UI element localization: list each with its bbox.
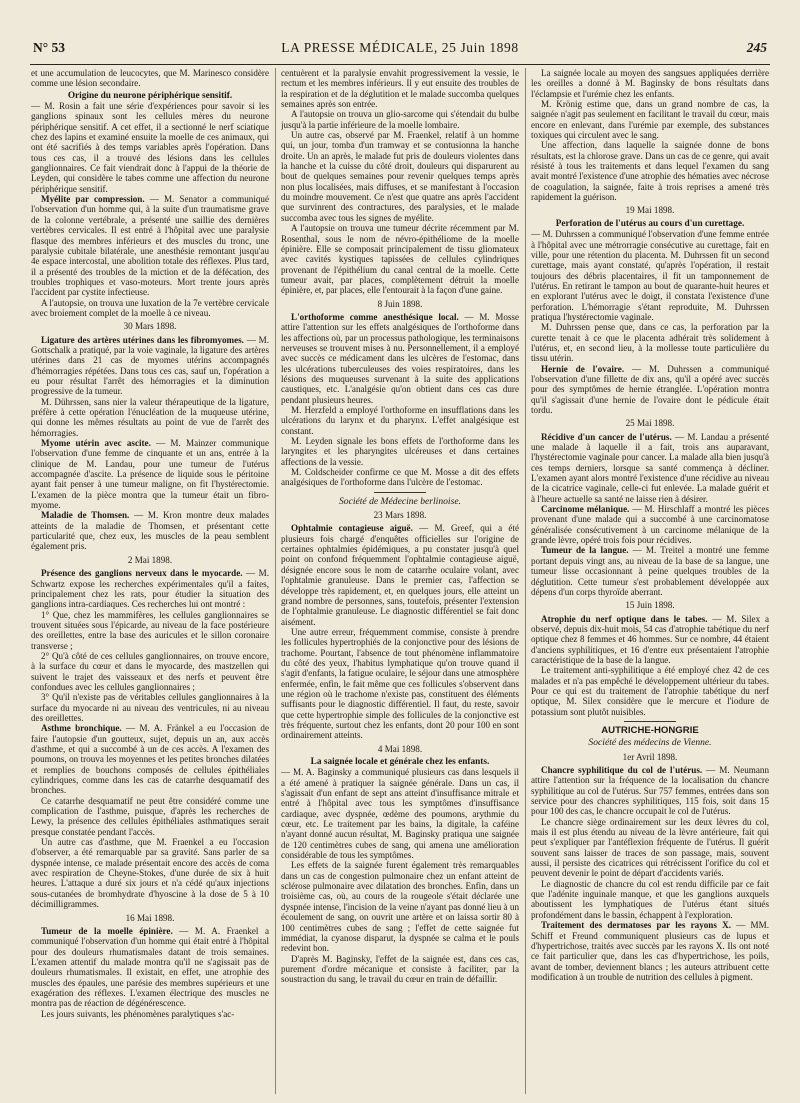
session-date: 2 Mai 1898.: [127, 554, 173, 565]
paragraph: M. Duhrssen pense que, dans ce cas, la perforation par la curette tenait à ce que le placenta adhérait très solidement à l'utérus, et, en second lieu, à la mollesse toute particulière du tissu utérin.: [531, 322, 769, 364]
paragraph: [531, 614, 769, 666]
paragraph: [31, 438, 269, 510]
country-heading: AUTRICHE-HONGRIE: [601, 724, 699, 736]
paragraph: M. Coldscheider confirme ce que M. Mosse a dit des effets analgésiques de l'orthoforme dans l'ulcère de l'estomac.: [281, 467, 519, 488]
paragraph: [31, 335, 269, 397]
paragraph-text: — M. Gottschalk a pratiqué, par la voie vaginale, la ligature des artères utérines dans 21 cas de myomes utérins accompagnés d'hémorragies répétées. Dans tous ces cas, sauf un, l'opération a eu pour résultat l'arrêt des hémorragies et la diminution progressive de la tumeur.: [31, 334, 269, 397]
paragraph: Les effets de la saignée furent également très remarquables dans un cas de congestion pulmonaire chez un enfant atteint de sclérose pulmonaire avec dilatation des bronches. Enfin, dans un troisième cas, où, au cours de la rougeole s'était déclarée une dyspnée intense, l'incision de la veine n'ayant pas donné lieu à un écoulement de sang, on ouvrit une artère et on laissa sortir 80 à 100 centimètres cubes de sang ; l'effet de cette saignée fut immédiat, la cyanose disparut, la dyspnée se calma et le pouls redevint bon.: [281, 860, 519, 954]
session-date: 1er Avril 1898.: [622, 751, 678, 762]
inline-heading: Myome utérin avec ascite.: [41, 438, 151, 449]
paragraph: Le traitement anti-syphilitique a été employé chez 42 de ces malades et n'a pas empêché le développement ultérieur du tabes. Pour ce qui est du traitement de l'atrophie tabétique du nerf optique, M. Silex considère que le mercure et l'iodure de potassium sont plutôt nuisibles.: [531, 665, 769, 717]
paragraph-text: — M. Landau a présenté une malade à laquelle il a fait, trois ans auparavant, l'hystérectomie vaginale pour cancer. La malade alla bien jusqu'à ces temps derniers, lorsque sa santé commença à décliner. L'examen ayant alors montré l'existence d'une récidive au niveau de la cicatrice vaginale, celle-ci fut enlevée. La malade guérit et à l'heure actuelle sa santé ne laisse rien à désirer.: [531, 431, 769, 504]
paragraph: Un autre cas d'asthme, que M. Fraenkel a eu l'occasion d'observer, a été remarquable par sa gravité. Sans parler de sa dyspnée intense, ce malade présentait encore des accès de coma avec respiration de Cheyne-Stokes, d'une durée de six à huit heures. L'attaque a duré six jours et n'a cédé qu'aux injections sous-cutanées de bromhydrate d'hyoscine à la dose de 5 à 10 décimilligrammes.: [31, 837, 269, 910]
paragraph: M. Herzfeld a employé l'orthoforme en insufflations dans les ulcérations du larynx et du pharynx. L'effet analgésique est constant.: [281, 405, 519, 436]
inline-heading: Maladie de Thomsen.: [41, 510, 130, 521]
inline-heading: Traitement des dermatoses par les rayons X.: [541, 920, 731, 931]
journal-title: LA PRESSE MÉDICALE, 25 Juin 1898: [281, 40, 519, 55]
paragraph: A l'autopsie on trouva un glio-sarcome qui s'étendait du bulbe jusqu'à la partie inférieure de la moelle lombaire.: [281, 109, 519, 130]
section-separator: [374, 492, 426, 493]
inline-heading: Ligature des artères utérines dans les fibromyomes.: [41, 334, 244, 345]
header-rule: [30, 64, 770, 65]
paragraph: M. Leyden signale les bons effets de l'orthoforme dans les laryngites et les pharyngites ulcéreuses et dans certaines affections de la vessie.: [281, 436, 519, 467]
paragraph: A l'autopsie on trouva une tumeur décrite récemment par M. Rosenthal, sous le nom de névro-épithéliome de la moelle épinière. Elle se composait principalement de tissu gliomateux avec cavités kystiques tapissées de cellules cylindriques provenant de l'épithélium du canal central de la moelle. Cette tumeur avait, par places, complètement détruit la moelle épinière, et, par places, elle l'entourait à la façon d'une gaine.: [281, 223, 519, 296]
session-date: 19 Mai 1898.: [625, 205, 675, 216]
paragraph: [31, 568, 269, 609]
inline-heading: Atrophie du nerf optique dans le tabes.: [541, 613, 708, 624]
paragraph: M. Dührssen, sans nier la valeur thérapeutique de la ligature, préfère à cette opération l'énucléation de la muqueuse utérine, qui donne les mêmes résultats au point de vue de l'arrêt des hémorragies.: [31, 396, 269, 438]
paragraph: Une affection, dans laquelle la saignée donne de bons résultats, est la chlorose grave. Dans un cas de ce genre, qui avait résisté à tous les traitements et dans lequel l'examen du sang avait montré l'existence d'une atrophie des hématies avec nécrose de coagulation, la saignée, faite à trois reprises a amené très rapidement la guérison.: [531, 140, 769, 203]
paragraph: [531, 504, 769, 545]
paragraph: [31, 194, 269, 297]
inline-heading: Ophtalmie contagieuse aiguë.: [291, 523, 413, 534]
paragraph: centuèrent et la paralysie envahit progressivement la vessie, le rectum et les membres inférieurs. Il y eut ensuite des troubles de la respiration et de la déglutition et le malade succomba quelques semaines après son entrée.: [281, 68, 519, 110]
paragraph: Ce catarrhe desquamatif ne peut être considéré comme une complication de l'asthme, puisque, d'après les recherches de Lewy, la présence des cellules épithéliales asthmatiques serait presque constatée pendant l'accès.: [31, 795, 269, 837]
paragraph: La saignée locale au moyen des sangsues appliquées derrière les oreilles a donné à M. Baginsky de bons résultats dans l'éclampsie et l'urémie chez les enfants.: [531, 68, 769, 99]
inline-heading: Chancre syphilitique du col de l'utérus.: [541, 765, 703, 775]
paragraph: 2° Qu'à côté de ces cellules ganglionnaires, on trouve encore, à la surface du cœur et dans le myocarde, des mastzellen qui suivent le trajet des vaisseaux et des nerfs et peuvent être confondues avec les cellules ganglionnaires ;: [31, 650, 269, 692]
column-divider: [275, 68, 276, 1094]
paragraph-text: — M. Mosse attire l'attention sur les effets analgésiques de l'orthoforme dans les affections où, par un processus pathologique, les terminaisons nerveuses se trouvent mises à nu. Personnellement, il a employé avec succès ce médicament dans les ulcères de l'estomac, dans les ulcérations tuberculeuses des voies respiratoires, dans les lésions des muqueuses survenant à la suite des applications caustiques, etc. L'analgésie qu'on obtient dans ces cas dure pendant plusieurs heures.: [281, 311, 519, 405]
paragraph: — M. A. Baginsky a communiqué plusieurs cas dans lesquels il a été amené à pratiquer la saignée générale. Dans un cas, il s'agissait d'un enfant de sept ans atteint d'insuffisance mitrale et entré à l'hôpital avec tous les symptômes d'insuffisance cardiaque, avec dyspnée, œdème des poumons, arythmie du cœur, etc. Le traitement par les bains, la digitale, la caféine n'ayant donné aucun résultat, M. Baginsky pratiqua une saignée de 120 centimètres cubes de sang, qui amena une amélioration considérable de tous les symptômes.: [281, 767, 519, 861]
section-heading: Origine du neurone périphérique sensitif.: [67, 90, 233, 101]
paragraph: A l'autopsie, on trouva une luxation de la 7e vertèbre cervicale avec broiement complet de la moelle à ce niveau.: [31, 297, 269, 318]
society-heading: Société des médecins de Vienne.: [588, 737, 712, 749]
paragraph: [31, 723, 269, 795]
paragraph-text: — M. Schwartz expose les recherches expérimentales qu'il a faites, principalement chez les rats, pour étudier la situation des ganglions intra-cardiaques. Ces recherches lui ont montré :: [31, 568, 269, 610]
inline-heading: L'orthoforme comme anesthésique local.: [291, 311, 459, 322]
paragraph: D'après M. Baginsky, l'effet de la saignée est, dans ces cas, purement d'ordre mécanique et consiste à faciliter, par la soustraction du sang, le travail du cœur en train de défaillir.: [281, 953, 519, 985]
session-date: 30 Mars 1898.: [123, 321, 177, 332]
session-date: 23 Mars 1898.: [373, 510, 427, 521]
inline-heading: Myélite par compression.: [41, 194, 145, 205]
section-heading: La saignée locale et générale chez les enfants.: [310, 757, 490, 767]
paragraph: — M. Duhrssen a communiqué l'observation d'une femme entrée à l'hôpital avec une métrorragie consécutive au curettage, fait en ville, pour une rétention du placenta. M. Duhrssen fit un second curettage, mais ayant constaté, qu'après l'opération, il restait toujours des débris placentaires, il fit un tamponnement de l'utérus. En retirant le tampon au bout de quarante-huit heures et en explorant l'utérus avec le doigt, il constata l'existence d'une perforation. L'hémorragie s'étant reproduite, M. Duhrssen pratiqua l'hystérectomie vaginale.: [531, 229, 769, 322]
paragraph: Un autre cas, observé par M. Fraenkel, relatif à un homme qui, un jour, tomba d'un tramway et se contusionna la hanche droite. Un an après, le malade fut pris de douleurs violentes dans la hanche et la cuisse du côté droit, douleurs qui disparurent au bout de quelques semaines pour revenir quelques temps après non plus localisées, mais diffuses, et se manifestant à l'occasion du moindre mouvement. Ce n'est que quatre ans après l'accident que survinrent des contractures, des paralysies, et le malade succomba avec tous les signes de myélite.: [281, 130, 519, 223]
paragraph: [531, 545, 769, 597]
paragraph: [531, 364, 769, 416]
column-1: [31, 68, 269, 1094]
paragraph: [531, 920, 769, 982]
paragraph: 1° Que, chez les mammifères, les cellules ganglionnaires se trouvent situées sous l'épicarde, au niveau de la face postérieure des oreillettes, entre la base des auricules et le sillon coronaire transverse ;: [31, 609, 269, 651]
issue-number: N° 53: [33, 40, 66, 55]
paragraph-text: — M. Silex a observé, depuis dix-huit mois, 54 cas d'atrophie tabétique du nerf optique chez 8 femmes et 46 hommes. Sur ce nombre, 44 étaient d'anciens syphilitiques, et 16 d'entre eux présentaient l'atrophie caractéristique de la base de la langue.: [531, 613, 769, 665]
paragraph: — M. Rosin a fait une série d'expériences pour savoir si les ganglions spinaux sont les cellules mères du neurone périphérique sensitif. A cet effet, il a sectionné le nerf sciatique chez des lapins et examiné ensuite la moelle de ces animaux, qui ont été sacrifiés à des temps variables après l'opération. Dans tous ces cas, il a trouvé des lésions dans les cellules ganglionnaires. Ce fait viendrait donc à l'appui de la théorie de Leyden, qui considère le tabes comme une affection du neurone périphérique sensitif.: [31, 101, 269, 194]
society-heading: Société de Médecine berlinoise.: [338, 495, 461, 507]
session-date: 15 Juin 1898.: [625, 600, 675, 611]
paragraph: Une autre erreur, fréquemment commise, consiste à prendre les follicules hypertrophiés de la conjonctive pour des lésions de trachome. Pourtant, l'absence de tout phénomène inflammatoire du côté des yeux, l'habitus lymphatique qu'on trouve quand il s'agit d'enfants, la fatigue oculaire, le séjour dans une atmosphère enfermée, enfin, le fait même que ces follicules s'observent dans une région où le trachome n'existe pas, constituent des éléments suffisants pour le diagnostic différentiel. Il faut, du reste, savoir que cette hypertrophie simple des follicules de la conjonctive est très fréquente, surtout chez les enfants, dont 20 pour 100 en sont ordinairement atteints.: [281, 626, 519, 741]
column-3: [531, 68, 769, 1094]
session-date: 16 Mai 1898.: [125, 912, 175, 923]
inline-heading: Carcinome mélanique.: [541, 504, 630, 515]
inline-heading: Hernie de l'ovaire.: [541, 363, 625, 374]
paragraph: Le diagnostic de chancre du col est rendu difficile par ce fait que l'adénite inguinale manque, et que les ganglions auxquels aboutissent les lymphatiques de l'utérus étant situés profondément dans le bassin, échappent à l'exploration.: [531, 878, 769, 920]
paragraph-text: — M. Neumann attire l'attention sur la fréquence de la localisation du chancre syphilitique au col de l'utérus. Sur 757 femmes, entrées dans son service pour des chancres syphilitiques, 115 fois, soit dans 15 pour 100 des cas, le chancre occupait le col de l'utérus.: [531, 765, 769, 817]
paragraph: [281, 312, 519, 405]
section-separator: [624, 721, 676, 722]
inline-heading: Tumeur de la langue.: [541, 545, 629, 556]
paragraph-text: — M. Kron montre deux malades atteints de la maladie de Thomsen, et présentant cette particularité que, chez eux, les muscles de la peau semblent également pris.: [31, 510, 269, 552]
paragraph: M. Krönig estime que, dans un grand nombre de cas, la saignée n'agit pas seulement en facilitant le travail du cœur, mais encore en enlevant, dans l'urémie par exemple, des substances toxiques qui circulent avec le sang.: [531, 99, 769, 141]
paragraph: 3° Qu'il n'existe pas de véritables cellules ganglionnaires à la surface du myocarde ni au niveau des ventricules, ni au niveau des oreillettes.: [31, 692, 269, 723]
paragraph-text: — M. Hirschlaff a montré les pièces provenant d'une malade qui a succombé à une carcinomatose généralisée consécutivement à un carcinome mélanique de la grande lèvre, opéré trois fois pour récidives.: [531, 504, 769, 546]
paragraph-text: — M. Greef, qui a été plusieurs fois chargé d'enquêtes officielles sur l'origine de certaines ophtalmies épidémiques, a pu constater jusqu'à quel point on confond fréquemment l'ophtalmie contagieuse aiguë, désignée encore sous le nom de catarrhe oculaire volant, avec l'ophtalmie granuleuse. Dans le premier cas, l'affection se développe très rapidement, et, en quelques jours, elle atteint un grand nombre de personnes, sans, toutefois, présenter l'extension de l'ophtalmie granuleuse. Le diagnostic différentiel se fait donc aisément.: [281, 523, 519, 627]
paragraph: [531, 765, 769, 817]
session-date: 4 Mai 1898.: [377, 743, 423, 754]
paragraph-text: — M. Senator a communiqué l'observation d'un homme qui, à la suite d'un traumatisme grave de la colonne vertébrale, a présenté une saillie des dernières vertèbres cervicales. Il est entré à l'hôpital avec une paralysie flasque des membres inférieurs et des muscles du tronc, une paralysie cubitale bilatérale, une anesthésie remontant jusqu'au 4e espace intercostal, une abolition totale des réflexes. Plus tard, il a présenté des troubles de la miction et de la défécation, des troubles trophiques et vaso-moteurs. Mort trente jours après l'accident par cystite infectieuse.: [31, 194, 269, 298]
paragraph-text: — M. A. Fränkel a eu l'occasion de faire l'autopsie d'un goutteux, sujet, depuis un an, aux accès d'asthme, et qui a succombé à un de ces accès. A l'examen des poumons, on trouva les moyennes et les petites bronches dilatées et remplies de bouchons composés de cellules épithéliales cylindriques, comme dans les cas de catarrhe desquamatif des bronches.: [31, 723, 269, 796]
inline-heading: Présence des ganglions nerveux dans le myocarde.: [41, 568, 243, 579]
session-date: 25 Mai 1898.: [625, 418, 675, 429]
paragraph: [31, 510, 269, 551]
section-heading: Perforation de l'utérus au cours d'un curettage.: [555, 218, 745, 229]
paragraph: Les jours suivants, les phénomènes paralytiques s'ac-: [41, 1008, 235, 1019]
inline-heading: Tumeur de la moelle épinière.: [41, 925, 173, 936]
page-number: 245: [746, 40, 767, 55]
page-header: [33, 40, 767, 62]
paragraph: [31, 926, 269, 1009]
paragraph-text: — M. Mainzer communique l'observation d'une femme de cinquante et un ans, entrée à la clinique de M. Landau, pour une tumeur de l'utérus accompagnée d'ascite. La présence de liquide sous le péritoine ayant fait penser à une tumeur maligne, on fit l'hystérectomie. L'examen de la pièce montra que la tumeur était un fibro-myome.: [31, 438, 269, 511]
paragraph: Le chancre siège ordinairement sur les deux lèvres du col, mais il est plus étendu au niveau de la lèvre antérieure, fait qui peut s'expliquer par l'antéflexion fréquente de l'utérus. Il guérit souvent sans laisser de traces de son passage, mais, souvent aussi, il persiste des cicatrices qui rétrécissent l'orifice du col et peuvent devenir le point de départ d'accidents variés.: [531, 816, 769, 879]
paragraph: et une accumulation de leucocytes, que M. Marinesco considère comme une lésion secondaire.: [31, 68, 269, 89]
paragraph-text: — M. Duhrssen a communiqué l'observation d'une fillette de dix ans, qu'il a opéré avec succès pour des symptômes de hernie étranglée. L'opération montra qu'il s'agissait d'une hernie de l'ovaire dont le pédicule était tordu.: [531, 363, 769, 415]
column-divider: [525, 68, 526, 1094]
paragraph-text: — MM. Schiff et Freund communiquent plusieurs cas de lupus et d'hypertrichose, traités avec succès par les rayons X. Ils ont noté ce fait particulier que, dans les cas d'hypertrichose, les poils, avant de tomber, deviennent blancs ; les auteurs attribuent cette modification à un trouble de nutrition des cellules à pigment.: [531, 920, 769, 982]
session-date: 8 Juin 1898.: [377, 298, 423, 309]
inline-heading: Récidive d'un cancer de l'utérus.: [541, 431, 672, 442]
paragraph-text: — M. A. Fraenkel a communiqué l'observation d'un homme qui était entré à l'hôpital pour des douleurs rhumatismales datant de trois semaines. L'examen attentif du malade montra qu'il ne s'agissait pas de douleurs rhumatismales. Il existait, en effet, une atrophie des muscles des épaules, une parésie des membres supérieurs et une exagération des réflexes. L'examen électrique des muscles ne montra pas de réaction de dégénérescence.: [31, 925, 269, 1009]
paragraph: [281, 523, 519, 626]
paragraph: [531, 432, 769, 504]
column-2: [281, 68, 519, 1094]
inline-heading: Asthme bronchique.: [41, 723, 122, 734]
paragraph-text: — M. Treitel a montré une femme portant depuis vingt ans, au niveau de la base de sa langue, une tumeur lisse occasionnant à peine quelques troubles de la déglutition. Cette tumeur s'est probablement développée aux dépens d'un corps thyroïde aberrant.: [531, 545, 769, 597]
